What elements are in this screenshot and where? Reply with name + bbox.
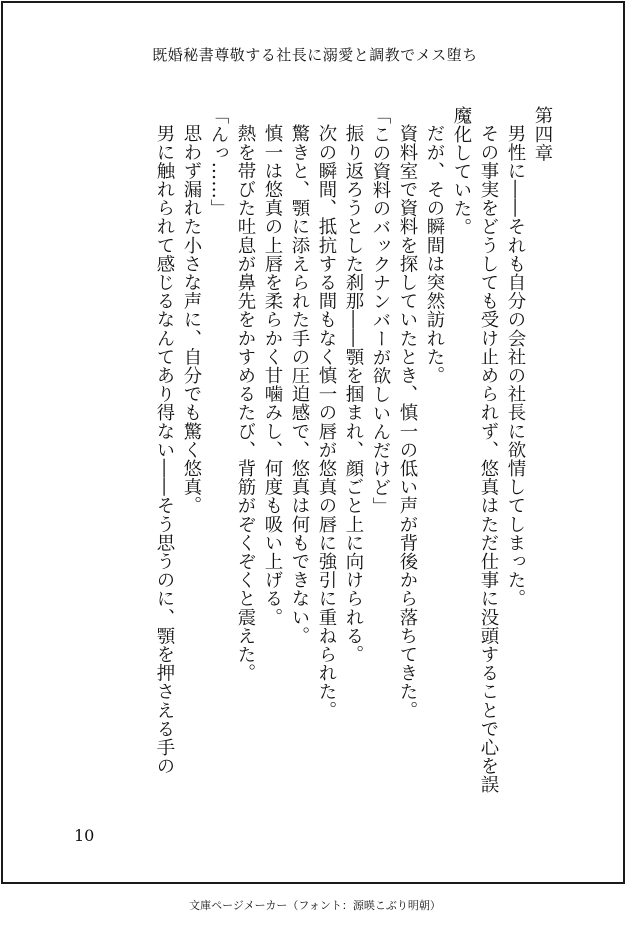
paragraph: だが、その瞬間は突然訪れた。: [424, 124, 445, 385]
page-number: 10: [74, 826, 95, 845]
paragraph: 驚きと、顎に添えられた手の圧迫感で、悠真は何もできない。: [289, 124, 310, 646]
paragraph: 振り返ろうとした刹那――顎を掴まれ、顔ごと上に向けられる。: [343, 124, 364, 664]
paragraph: 資料室で資料を探していたとき、慎一の低い声が背後から落ちてきた。: [397, 124, 418, 720]
footer-credit: 文庫ページメーカー（フォント：源暎こぶり明朝）: [189, 899, 441, 912]
paragraph: 男性に――それも自分の会社の社長に欲情してしまった。: [505, 124, 526, 608]
dialogue-line: 「この資料のバックナンバーが欲しいんだけど」: [370, 106, 391, 516]
paragraph: 思わず漏れた小さな声に、自分でも驚く悠真。: [181, 124, 202, 515]
book-title: 既婚秘書尊敬する社長に溺愛と調教でメス堕ち: [152, 46, 478, 64]
body-text: [74, 106, 556, 796]
paragraph: その事実をどうしても受け止められず、悠真はただ仕事に没頭することで心を誤魔化していた。: [451, 106, 499, 794]
paragraph: 男に触れられて感じるなんてあり得ない――そう思うのに、顎を押さえる手の: [154, 124, 175, 776]
dialogue-line: 「んっ……」: [208, 106, 229, 218]
paragraph: 次の瞬間、抵抗する間もなく慎一の唇が悠真の唇に強引に重ねられた。: [316, 124, 337, 720]
paragraph: 熱を帯びた吐息が鼻先をかすめるたび、背筋がぞくぞくと震えた。: [235, 124, 256, 683]
paragraph: 慎一は悠真の上唇を柔らかく甘噛みし、何度も吸い上げる。: [262, 124, 283, 627]
chapter-heading: 第四章: [532, 106, 553, 162]
